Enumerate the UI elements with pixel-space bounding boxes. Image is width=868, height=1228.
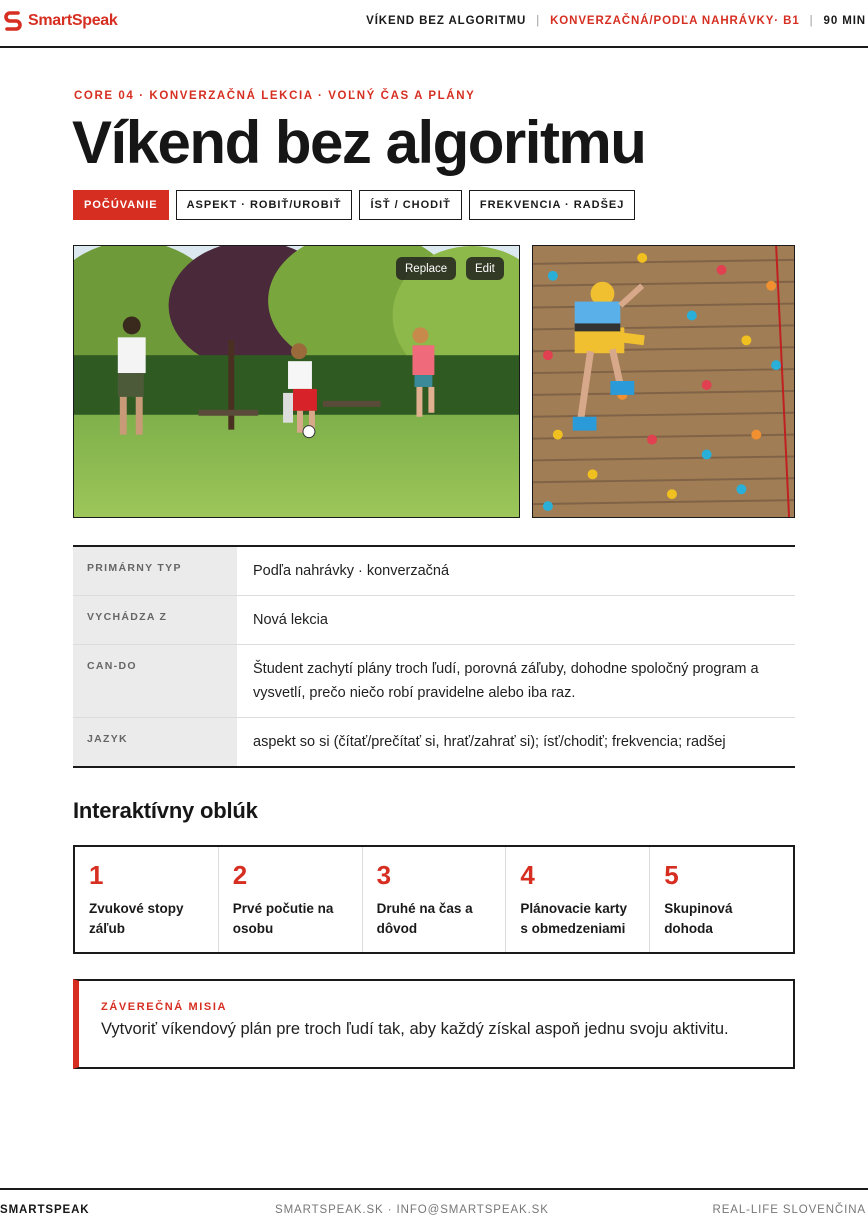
mission-text: Vytvoriť víkendový plán pre troch ľudí tak, aby každý získal aspoň jednu svoju aktivitu. <box>101 1020 729 1038</box>
brand-name-speak: Speak <box>71 12 118 29</box>
step-label: Zvukové stopy záľub <box>89 901 184 936</box>
tag-go[interactable]: ÍSŤ / CHODIŤ <box>359 190 461 220</box>
info-value: aspekt so si (čítať/prečítať si, hrať/zahrať si); ísť/chodiť; frekvencia; radšej <box>253 734 726 750</box>
tag-listening[interactable]: POČÚVANIE <box>73 190 169 220</box>
step-label: Prvé počutie na osobu <box>232 901 334 936</box>
footer-tagline: REAL-LIFE SLOVENČINA <box>712 1204 866 1216</box>
step-label: Druhé na čas a dôvod <box>376 901 473 936</box>
step-number: 1 <box>89 860 104 890</box>
arc-steps <box>73 845 795 954</box>
info-key: CAN-DO <box>73 645 237 717</box>
info-value: Nová lekcia <box>253 612 328 628</box>
final-mission-box <box>73 979 795 1069</box>
lesson-kicker: CORE 04 · KONVERZAČNÁ LEKCIA · VOĽNÝ ČAS A PLÁNY <box>74 90 476 102</box>
tag-aspect[interactable]: ASPEKT · ROBIŤ/UROBIŤ <box>176 190 353 220</box>
brand-logo[interactable] <box>2 9 118 33</box>
page-title: Víkend bez algoritmu <box>72 109 646 176</box>
page-footer <box>0 1188 868 1228</box>
replace-image-button[interactable]: Replace <box>396 257 456 280</box>
arc-step-5 <box>650 847 793 952</box>
footer-contact[interactable]: SMARTSPEAK.SK · INFO@SMARTSPEAK.SK <box>275 1204 549 1216</box>
info-value: Študent zachytí plány troch ľudí, porovná záľuby, dohodne spoločný program a vysvetlí, prečo niečo robí pravidelne alebo iba raz. <box>253 661 759 701</box>
kids-football-image <box>74 246 519 517</box>
brand-name-smart: Smart <box>28 12 72 29</box>
lesson-meta <box>366 15 866 27</box>
header-duration: 90 MIN <box>823 15 866 27</box>
step-number: 5 <box>664 860 679 890</box>
header-lesson-name: VÍKEND BEZ ALGORITMU <box>366 15 527 27</box>
info-value: Podľa nahrávky · konverzačná <box>253 563 450 579</box>
info-key: PRIMÁRNY TYP <box>73 547 237 595</box>
photo-kids-football[interactable] <box>73 245 520 518</box>
step-number: 2 <box>232 860 248 890</box>
edit-image-button[interactable]: Edit <box>466 257 504 280</box>
arc-step-3 <box>363 847 507 952</box>
photo-climbing-wall[interactable] <box>532 245 795 518</box>
header-separator: | <box>536 15 541 27</box>
info-row-language <box>73 718 795 766</box>
skill-tags <box>73 190 635 220</box>
step-label: Skupinová dohoda <box>664 901 733 936</box>
mission-label: ZÁVEREČNÁ MISIA <box>101 1001 228 1013</box>
lesson-info-table <box>73 545 795 768</box>
info-key: JAZYK <box>73 718 237 766</box>
info-key: VYCHÁDZA Z <box>73 596 237 644</box>
arc-title: Interaktívny oblúk <box>73 798 258 823</box>
step-label: Plánovacie karty s obmedzeniami <box>520 901 627 936</box>
arc-step-1 <box>75 847 219 952</box>
brand-name <box>28 12 118 30</box>
smartspeak-logo-icon <box>2 9 24 33</box>
top-bar <box>0 0 868 48</box>
footer-brand: SMARTSPEAK <box>0 1204 90 1216</box>
header-lesson-type: KONVERZAČNÁ/PODĽA NAHRÁVKY· B1 <box>550 15 800 27</box>
info-row-based-on <box>73 596 795 645</box>
step-number: 3 <box>376 860 392 890</box>
climbing-wall-image <box>533 246 794 517</box>
step-number: 4 <box>520 860 535 890</box>
info-row-can-do <box>73 645 795 718</box>
tag-frequency[interactable]: FREKVENCIA · RADŠEJ <box>469 190 636 220</box>
info-row-primary-type <box>73 547 795 596</box>
arc-step-4 <box>506 847 650 952</box>
arc-step-2 <box>219 847 363 952</box>
header-separator: | <box>809 15 814 27</box>
